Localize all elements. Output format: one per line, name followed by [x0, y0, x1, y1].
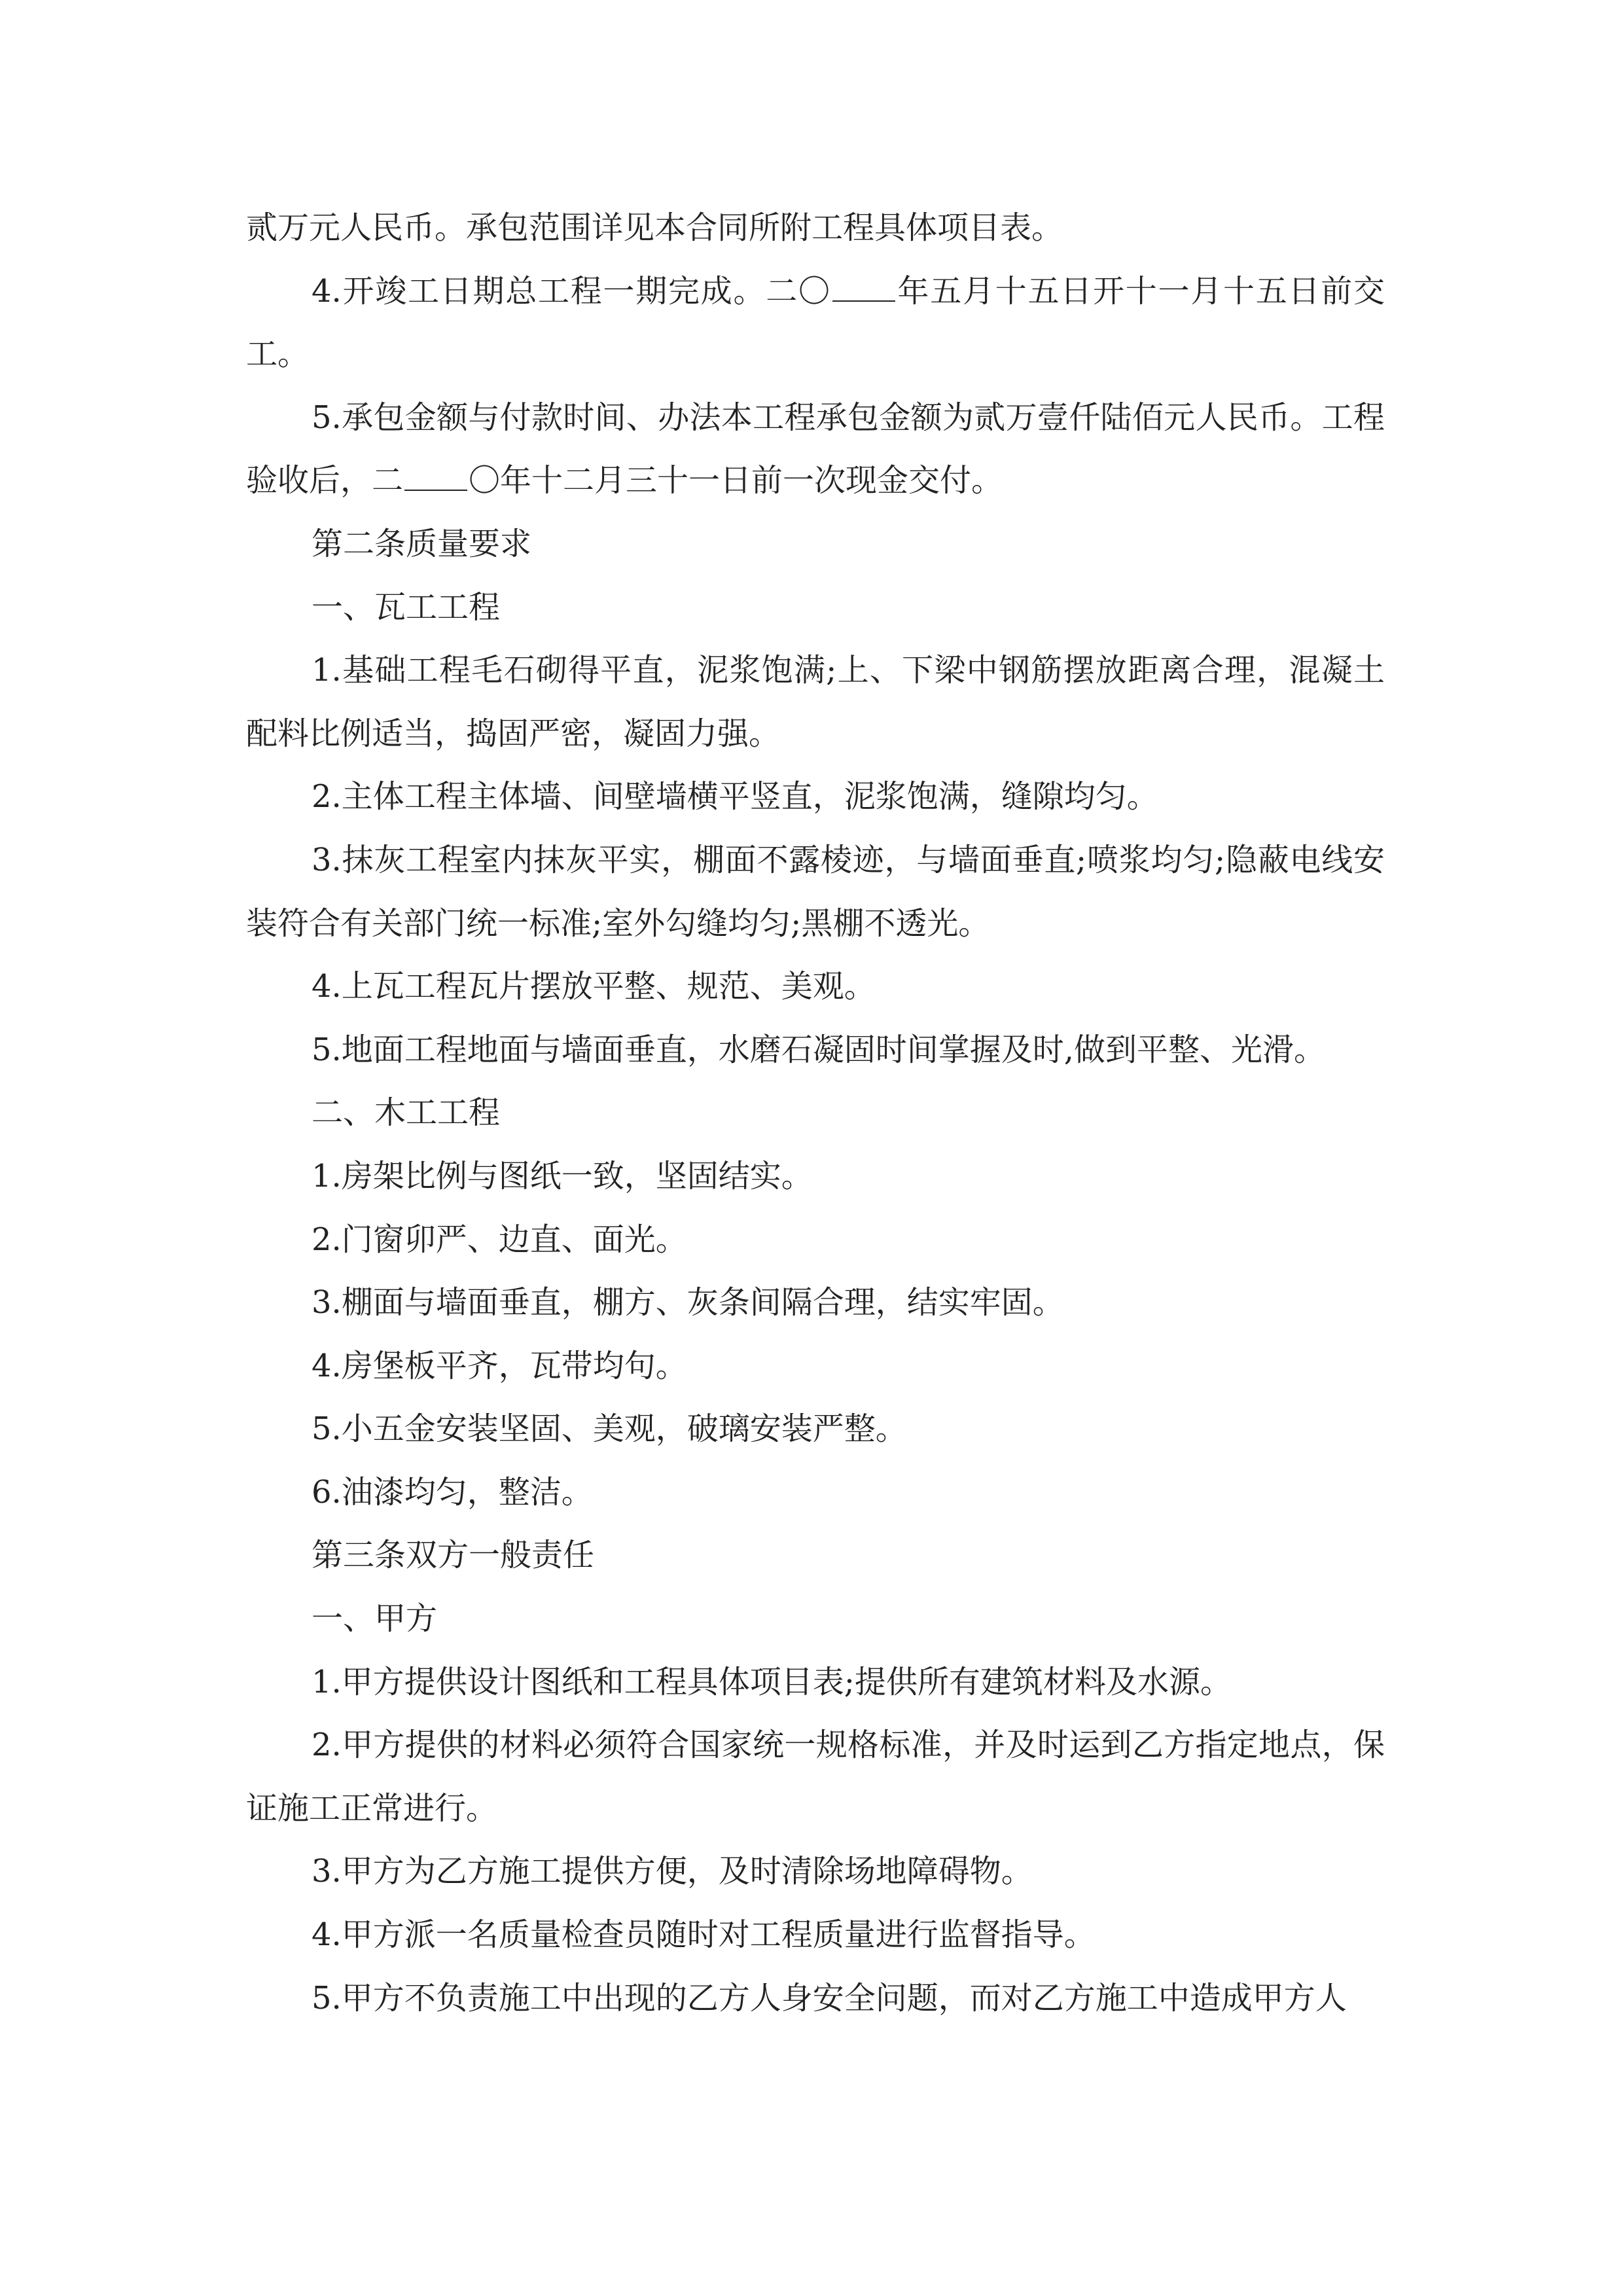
paragraph: 4.房堡板平齐，瓦带均句。 — [312, 1347, 687, 1384]
paragraph: 1.房架比例与图纸一致，坚固结实。 — [312, 1157, 813, 1194]
paragraph: 5.小五金安装坚固、美观，破璃安装严整。 — [312, 1410, 907, 1448]
paragraph — [246, 386, 1385, 512]
paragraph: 3.棚面与墙面垂直，棚方、灰条间隔合理，结实牢固。 — [312, 1284, 1064, 1321]
subsection-heading: 一、甲方 — [312, 1600, 438, 1638]
paragraph: 5.地面工程地面与墙面垂直，水磨石凝固时间掌握及时,做到平整、光滑。 — [312, 1031, 1326, 1068]
paragraph: 1.甲方提供设计图纸和工程具体项目表;提供所有建筑材料及水源。 — [312, 1663, 1232, 1700]
paragraph-text: 5.承包金额与付款时间、办法本工程承包金额为贰万壹仟陆佰元人民币。工程验收后，二 — [246, 399, 1385, 499]
subsection-heading: 一、瓦工工程 — [312, 588, 501, 626]
section-heading: 第三条双方一般责任 — [312, 1537, 595, 1574]
paragraph-text: 4.开竣工日期总工程一期完成。二〇 — [312, 272, 831, 310]
section-heading: 第二条质量要求 — [312, 525, 532, 562]
paragraph — [246, 260, 1385, 386]
blank-underline — [832, 274, 895, 302]
paragraph: 2.甲方提供的材料必须符合国家统一规格标准，并及时运到乙方指定地点，保证施工正常进行。 — [246, 1727, 1385, 1827]
paragraph-text: 〇年十二月三十一日前一次现金交付。 — [469, 462, 1003, 499]
paragraph: 4.上瓦工程瓦片摆放平整、规范、美观。 — [312, 968, 876, 1005]
paragraph: 5.甲方不负责施工中出现的乙方人身安全问题，而对乙方施工中造成甲方人 — [312, 1979, 1347, 2017]
blank-underline — [404, 463, 467, 491]
paragraph: 4.甲方派一名质量检查员随时对工程质量进行监督指导。 — [312, 1916, 1096, 1954]
paragraph: 3.抹灰工程室内抹灰平实，棚面不露棱迹，与墙面垂直;喷浆均匀;隐蔽电线安装符合有关部门统一标准;室外勾缝均匀;黑棚不透光。 — [246, 841, 1385, 942]
document-body — [246, 196, 1385, 2030]
paragraph-text: 年五月十五日开十一月十五日前交工。 — [246, 272, 1385, 373]
paragraph: 6.油漆均匀，整洁。 — [312, 1473, 593, 1511]
paragraph: 1.基础工程毛石砌得平直，泥浆饱满;上、下梁中钢筋摆放距离合理，混凝土配料比例适当，捣固严密，凝固力强。 — [246, 652, 1385, 752]
paragraph: 2.主体工程主体墙、间壁墙横平竖直，泥浆饱满，缝隙均匀。 — [312, 778, 1158, 816]
paragraph: 2.门窗卯严、边直、面光。 — [312, 1221, 687, 1258]
subsection-heading: 二、木工工程 — [312, 1094, 501, 1132]
paragraph: 贰万元人民币。承包范围详见本合同所附工程具体项目表。 — [246, 209, 1063, 246]
paragraph: 3.甲方为乙方施工提供方便，及时清除场地障碍物。 — [312, 1853, 1033, 1890]
